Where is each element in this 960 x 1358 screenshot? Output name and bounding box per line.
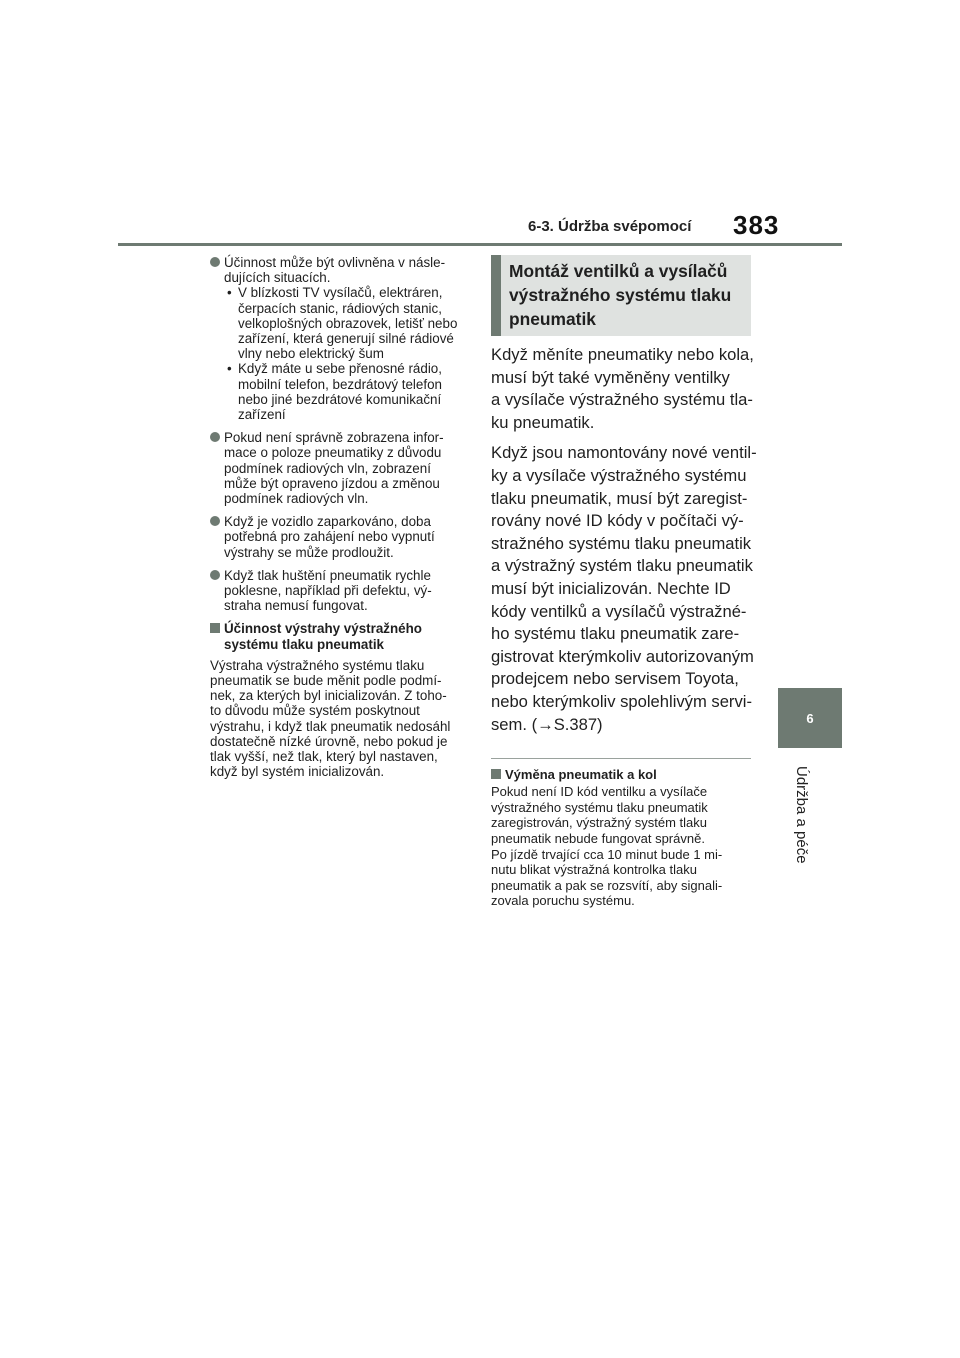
subsection-heading xyxy=(491,767,751,782)
body-paragraph xyxy=(491,784,751,909)
text-line: mobilní telefon, bezdrátový telefon xyxy=(238,376,442,392)
text-line: výstražného systému tlaku pneumatik xyxy=(491,799,708,815)
square-bullet-icon xyxy=(491,769,501,779)
text-line: zovala poruchu systému. xyxy=(491,893,635,909)
square-bullet-icon xyxy=(210,623,220,633)
bullet-item xyxy=(210,255,470,422)
left-column xyxy=(210,255,470,780)
text-line: gistrovat kterýmkoliv autorizovaným xyxy=(491,646,754,666)
text-line: Pokud není ID kód ventilku a vysílače xyxy=(491,784,708,800)
chapter-title: Údržba a péče xyxy=(793,766,810,864)
text-line: velkoplošných obrazovek, letišť nebo xyxy=(238,315,458,331)
body-paragraph xyxy=(491,344,754,434)
text-line: Výstraha výstražného systému tlaku xyxy=(210,657,425,673)
text-line: nutu blikat výstražná kontrolka tlaku xyxy=(491,862,697,878)
sub-item xyxy=(224,361,470,422)
text-line: vlny nebo elektrický šum xyxy=(238,346,384,362)
text-line: musí být inicializován. Nechte ID xyxy=(491,578,731,598)
text-line: nek, za kterých byl inicializován. Z toho- xyxy=(210,688,447,704)
bullet-item xyxy=(210,514,470,560)
right-column xyxy=(491,255,757,909)
text-line: podmínek radiových vln. xyxy=(224,491,369,507)
text-line: když byl systém inicializován. xyxy=(210,764,385,780)
text-line: a vysílače výstražného systému tla- xyxy=(491,390,753,410)
text-line: musí být také vyměněny ventilky xyxy=(491,367,730,387)
text-line: V blízkosti TV vysílačů, elektráren, xyxy=(238,285,443,301)
sub-bullet-icon: • xyxy=(227,285,232,301)
text-line: dostatečně nízké úrovně, nebo pokud je xyxy=(210,733,448,749)
sub-item xyxy=(224,285,470,361)
text-line: straha nemusí fungovat. xyxy=(224,598,368,614)
bullet-dot-icon xyxy=(210,570,220,580)
text-line: a výstražný systém tlaku pneumatik xyxy=(491,556,753,576)
text-line: Účinnost může být ovlivněna v násle- xyxy=(224,255,446,270)
text-line: ky a vysílače výstražného systému xyxy=(491,465,747,485)
text-line: tlak vyšší, než tlak, který byl nastaven, xyxy=(210,749,438,765)
text-line: výstrahy se může prodloužit. xyxy=(224,544,394,560)
text-line: kódy ventilků a vysílačů výstražné- xyxy=(491,601,747,621)
text-line: Pokud není správně zobrazena infor- xyxy=(224,430,444,446)
text-line: čerpacích stanic, rádiových stanic, xyxy=(238,300,442,316)
text-line: prodejcem nebo servisem Toyota, xyxy=(491,669,739,689)
bullet-dot-icon xyxy=(210,516,220,526)
text-line: ho systému tlaku pneumatik zare- xyxy=(491,624,740,644)
text-line: rovány nové ID kódy v počítači vý- xyxy=(491,511,744,531)
text-line: pneumatik se bude měnit podle podmí- xyxy=(210,673,442,689)
text-line: stražného systému tlaku pneumatik xyxy=(491,533,752,553)
text-line: poklesne, například při defektu, vý- xyxy=(224,583,432,599)
text-line: ku pneumatik. xyxy=(491,412,595,432)
section-title-line: výstražného systému tlaku xyxy=(509,285,732,305)
text-line: Když máte u sebe přenosné rádio, xyxy=(238,361,442,377)
heading-line: systému tlaku pneumatik xyxy=(224,636,384,652)
text-line: pneumatik nebude fungovat správně. xyxy=(491,831,705,847)
text-line: Když je vozidlo zaparkováno, doba xyxy=(224,514,431,530)
section-divider xyxy=(491,758,751,759)
text-line: Když jsou namontovány nové ventil- xyxy=(491,443,757,463)
body-paragraph xyxy=(210,658,470,780)
section-title-line: Montáž ventilků a vysílačů xyxy=(509,261,728,281)
text-line: mace o poloze pneumatiky z důvodu xyxy=(224,445,442,461)
text-line: Když tlak huštění pneumatik rychle xyxy=(224,567,431,583)
text-line: podmínek radiových vln, zobrazení xyxy=(224,460,431,476)
page-reference-link[interactable]: sem. (→S.387) xyxy=(491,714,603,734)
body-paragraph xyxy=(491,442,757,736)
bullet-item xyxy=(210,568,470,614)
text-line: potřebná pro zahájení nebo vypnutí xyxy=(224,529,435,545)
text-line: to důvodu může systém poskytnout xyxy=(210,703,420,719)
text-line: může být opraveno jízdou a změnou xyxy=(224,475,440,491)
text-line: dujících situacích. xyxy=(224,270,331,286)
section-title-box xyxy=(491,255,751,336)
text-line: Když měníte pneumatiky nebo kola, xyxy=(491,345,754,364)
text-line: zařízení xyxy=(238,407,286,423)
bullet-item xyxy=(210,430,470,506)
sub-bullet-icon: • xyxy=(227,361,232,377)
text-line: Po jízdě trvající cca 10 minut bude 1 mi- xyxy=(491,846,723,862)
text-line: pneumatik a pak se rozsvítí, aby signali- xyxy=(491,877,723,893)
section-title-line: pneumatik xyxy=(509,309,596,329)
header-divider xyxy=(118,243,842,246)
header-section-title: 6-3. Údržba svépomocí xyxy=(528,218,692,235)
bullet-dot-icon xyxy=(210,432,220,442)
text-line: zařízení, která generují silné rádiové xyxy=(238,331,454,347)
text-line: zaregistrován, výstražný systém tlaku xyxy=(491,815,708,831)
chapter-tab[interactable]: 6 xyxy=(778,688,842,748)
text-line: nebo kterýmkoliv spolehlivým servi- xyxy=(491,691,752,711)
text-line: výstrahu, i když tlak pneumatik nedosáhl xyxy=(210,718,451,734)
subsection-heading xyxy=(210,621,470,651)
text-line: nebo jiné bezdrátové komunikační xyxy=(238,391,442,407)
bullet-dot-icon xyxy=(210,257,220,267)
heading-line: Výměna pneumatik a kol xyxy=(505,767,657,783)
page-number: 383 xyxy=(733,210,780,240)
text-line: tlaku pneumatik, musí být zaregist- xyxy=(491,488,748,508)
heading-line: Účinnost výstrahy výstražného xyxy=(224,621,422,637)
